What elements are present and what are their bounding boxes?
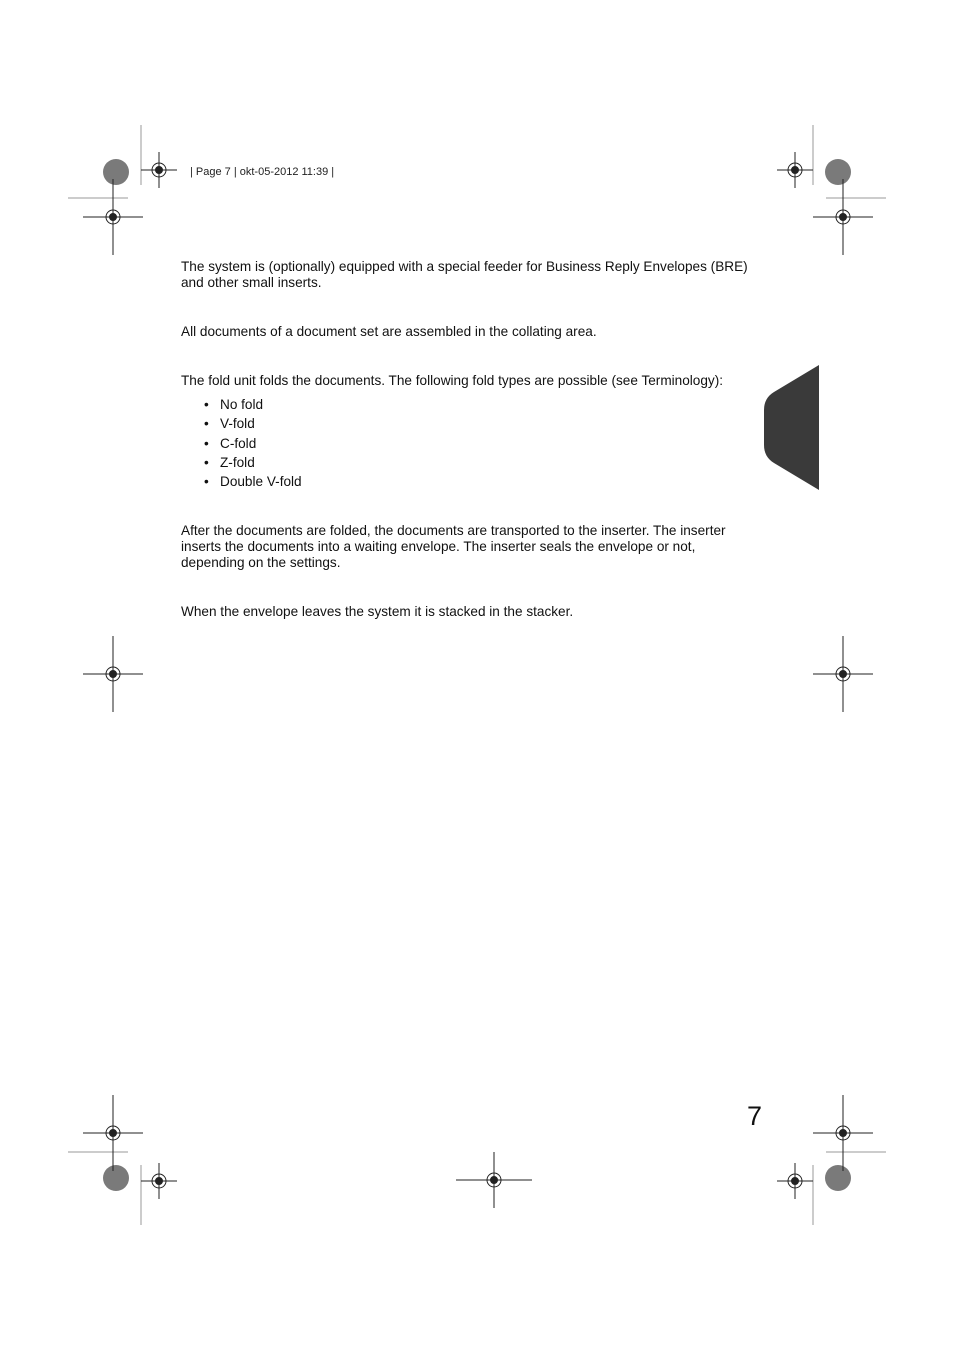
list-item [204, 453, 302, 472]
fold-type-label: C-fold [220, 435, 257, 451]
fold-type-label: No fold [220, 397, 264, 412]
collating-area-paragraph: All documents of a document set are assembled in the collating area. [181, 324, 597, 339]
bre-feeder-paragraph: The system is (optionally) equipped with a special feeder for Business Reply Envelopes (BRE) and other small inserts. [181, 259, 748, 290]
list-item [204, 414, 302, 433]
bullet: • [204, 454, 209, 470]
fold-type-label: V-fold [220, 416, 255, 432]
list-item [204, 434, 302, 453]
bullet: • [204, 474, 209, 490]
fold-types-list [204, 395, 302, 491]
bullet: • [204, 435, 209, 451]
fold-type-label: Z-fold [220, 454, 255, 470]
list-item [204, 472, 302, 491]
bullet: • [204, 397, 209, 412]
page-number: 7 [747, 1101, 763, 1131]
fold-type-label: Double V-fold [220, 474, 302, 490]
list-item [204, 395, 302, 414]
print-slug-header: | Page 7 | okt-05-2012 11:39 | [190, 166, 335, 178]
inserter-paragraph: After the documents are folded, the documents are transported to the inserter. The inserter inserts the documents into a waiting envelope. The inserter seals the envelope or not, depending on the settings. [181, 523, 726, 570]
stacker-paragraph: When the envelope leaves the system it is stacked in the stacker. [181, 604, 574, 619]
fold-unit-paragraph: The fold unit folds the documents. The following fold types are possible (see Terminology): [181, 373, 724, 388]
bullet: • [204, 416, 209, 432]
chapter-tab-marker [764, 365, 819, 490]
